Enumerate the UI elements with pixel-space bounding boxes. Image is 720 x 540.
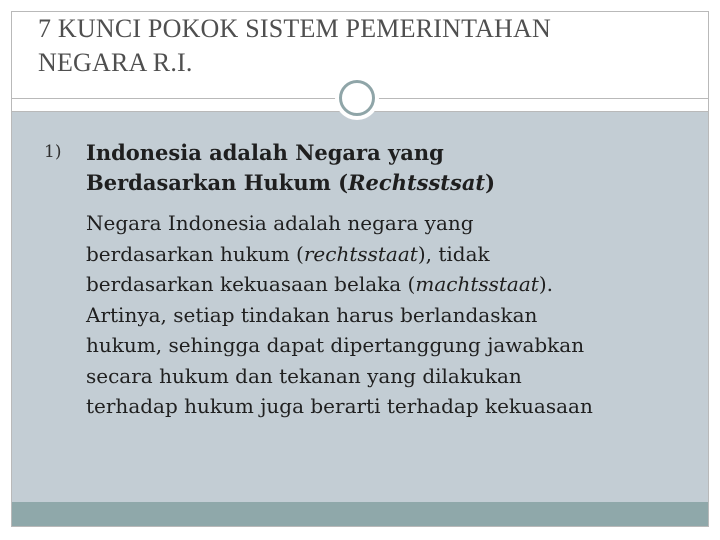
body-line-1: Negara Indonesia adalah negara yang [86,211,474,235]
body-line-6: secara hukum dan tekanan yang dilakukan [86,363,522,388]
title-line-1: 7 KUNCI POKOK SISTEM PEMERINTAHAN [38,14,551,43]
heading-line-2-post: ) [485,170,496,195]
item-body [86,208,696,422]
body-line-7: terhadap hukum juga berarti terhadap kekuasaan [86,394,593,418]
body-line-2-italic: rechtsstaat [303,241,418,266]
bottom-accent-bar [12,502,708,526]
body-line-5: hukum, sehingga dapat dipertanggung jawabkan [86,333,585,357]
item-number: 1) [44,142,62,162]
heading-line-2-pre: Berdasarkan Hukum ( [86,170,349,195]
heading-line-1: Indonesia adalah Negara yang [86,140,444,165]
circle-decoration-icon [339,80,375,116]
body-line-4: Artinya, setiap tindakan harus berlandaskan [86,302,538,327]
body-line-3-pre: berdasarkan kekuasaan belaka ( [86,272,416,296]
body-line-2-post: ), tidak [417,241,490,266]
body-line-3-post: ). [538,272,553,296]
heading-italic: Rechtsstsat [348,170,486,195]
body-line-2-pre: berdasarkan hukum ( [86,241,304,266]
slide-title [38,12,551,80]
body-line-3-italic: machtsstaat [415,272,539,296]
item-heading [86,138,686,198]
title-line-2: NEGARA R.I. [38,48,193,77]
